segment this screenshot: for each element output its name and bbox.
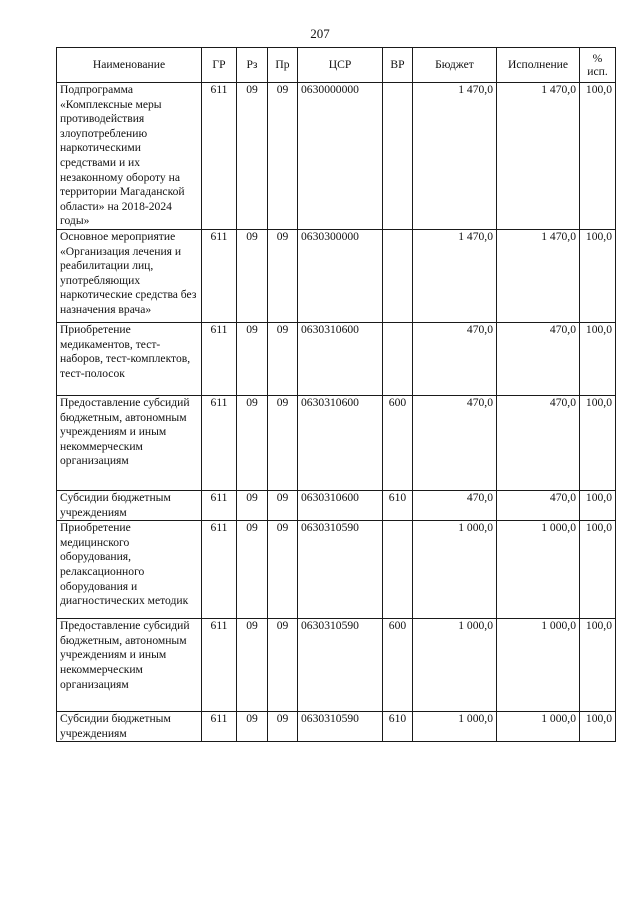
header-rz: Рз	[237, 48, 268, 83]
cell-name: Подпрограмма «Комплексные меры противодействия злоупотреблению наркотическими средствами и их незаконному обороту на территории Магаданской области» на 2018-2024 годы»	[57, 83, 202, 230]
header-budget: Бюджет	[413, 48, 497, 83]
cell-name: Предоставление субсидий бюджетным, автономным учреждениям и иным некоммерческим организациям	[57, 396, 202, 491]
cell-percent: 100,0	[580, 396, 616, 491]
cell-pr: 09	[268, 396, 298, 491]
table-row	[57, 396, 616, 491]
cell-csr: 0630310590	[298, 521, 383, 619]
cell-execution: 1 000,0	[497, 712, 580, 742]
cell-gr: 611	[202, 521, 237, 619]
header-pr: Пр	[268, 48, 298, 83]
cell-pr: 09	[268, 323, 298, 396]
cell-execution: 470,0	[497, 491, 580, 521]
cell-execution: 1 470,0	[497, 230, 580, 323]
header-percent-symbol: %	[592, 52, 603, 65]
header-percent	[580, 48, 616, 83]
cell-pr: 09	[268, 619, 298, 712]
table-row	[57, 521, 616, 619]
cell-percent: 100,0	[580, 323, 616, 396]
cell-rz: 09	[237, 396, 268, 491]
cell-gr: 611	[202, 619, 237, 712]
cell-execution: 1 470,0	[497, 83, 580, 230]
table-header-row	[57, 48, 616, 83]
table-row	[57, 323, 616, 396]
cell-vr: 600	[383, 396, 413, 491]
cell-vr: 600	[383, 619, 413, 712]
cell-pr: 09	[268, 491, 298, 521]
cell-pr: 09	[268, 83, 298, 230]
cell-gr: 611	[202, 712, 237, 742]
cell-csr: 0630310590	[298, 619, 383, 712]
table-row	[57, 491, 616, 521]
cell-vr	[383, 83, 413, 230]
header-execution: Исполнение	[497, 48, 580, 83]
cell-vr	[383, 521, 413, 619]
cell-vr: 610	[383, 491, 413, 521]
budget-execution-table	[56, 47, 616, 742]
header-name: Наименование	[57, 48, 202, 83]
cell-vr	[383, 323, 413, 396]
cell-percent: 100,0	[580, 619, 616, 712]
cell-csr: 0630310600	[298, 491, 383, 521]
cell-rz: 09	[237, 712, 268, 742]
cell-budget: 1 470,0	[413, 83, 497, 230]
cell-execution: 1 000,0	[497, 619, 580, 712]
cell-execution: 470,0	[497, 396, 580, 491]
cell-budget: 470,0	[413, 323, 497, 396]
cell-gr: 611	[202, 83, 237, 230]
cell-rz: 09	[237, 230, 268, 323]
cell-rz: 09	[237, 323, 268, 396]
cell-csr: 0630310600	[298, 323, 383, 396]
cell-name: Основное мероприятие «Организация лечения и реабилитации лиц, употребляющих наркотические средства без назначения врача»	[57, 230, 202, 323]
cell-gr: 611	[202, 323, 237, 396]
cell-budget: 1 470,0	[413, 230, 497, 323]
header-gr: ГР	[202, 48, 237, 83]
cell-budget: 1 000,0	[413, 521, 497, 619]
cell-vr: 610	[383, 712, 413, 742]
cell-gr: 611	[202, 396, 237, 491]
cell-budget: 470,0	[413, 396, 497, 491]
cell-percent: 100,0	[580, 491, 616, 521]
cell-percent: 100,0	[580, 712, 616, 742]
cell-gr: 611	[202, 230, 237, 323]
cell-percent: 100,0	[580, 83, 616, 230]
cell-name: Субсидии бюджетным учреждениям	[57, 491, 202, 521]
table-row	[57, 230, 616, 323]
cell-rz: 09	[237, 521, 268, 619]
cell-pr: 09	[268, 230, 298, 323]
cell-percent: 100,0	[580, 230, 616, 323]
cell-vr	[383, 230, 413, 323]
cell-name: Субсидии бюджетным учреждениям	[57, 712, 202, 742]
cell-name: Предоставление субсидий бюджетным, автономным учреждениям и иным некоммерческим организациям	[57, 619, 202, 712]
cell-csr: 0630300000	[298, 230, 383, 323]
table-row	[57, 619, 616, 712]
cell-execution: 1 000,0	[497, 521, 580, 619]
table-row	[57, 83, 616, 230]
table-body	[57, 83, 616, 742]
cell-gr: 611	[202, 491, 237, 521]
cell-pr: 09	[268, 712, 298, 742]
cell-budget: 1 000,0	[413, 619, 497, 712]
cell-percent: 100,0	[580, 521, 616, 619]
cell-csr: 0630310600	[298, 396, 383, 491]
cell-rz: 09	[237, 83, 268, 230]
header-csr: ЦСР	[298, 48, 383, 83]
cell-name: Приобретение медикаментов, тест-наборов, тест-комплектов, тест-полосок	[57, 323, 202, 396]
page-number: 207	[310, 26, 330, 41]
header-vr: ВР	[383, 48, 413, 83]
table-row	[57, 712, 616, 742]
cell-name: Приобретение медицинского оборудования, релаксационного оборудования и диагностических методик	[57, 521, 202, 619]
cell-csr: 0630000000	[298, 83, 383, 230]
header-percent-label: исп.	[587, 65, 608, 78]
cell-rz: 09	[237, 619, 268, 712]
cell-budget: 470,0	[413, 491, 497, 521]
cell-rz: 09	[237, 491, 268, 521]
cell-execution: 470,0	[497, 323, 580, 396]
cell-csr: 0630310590	[298, 712, 383, 742]
cell-pr: 09	[268, 521, 298, 619]
cell-budget: 1 000,0	[413, 712, 497, 742]
